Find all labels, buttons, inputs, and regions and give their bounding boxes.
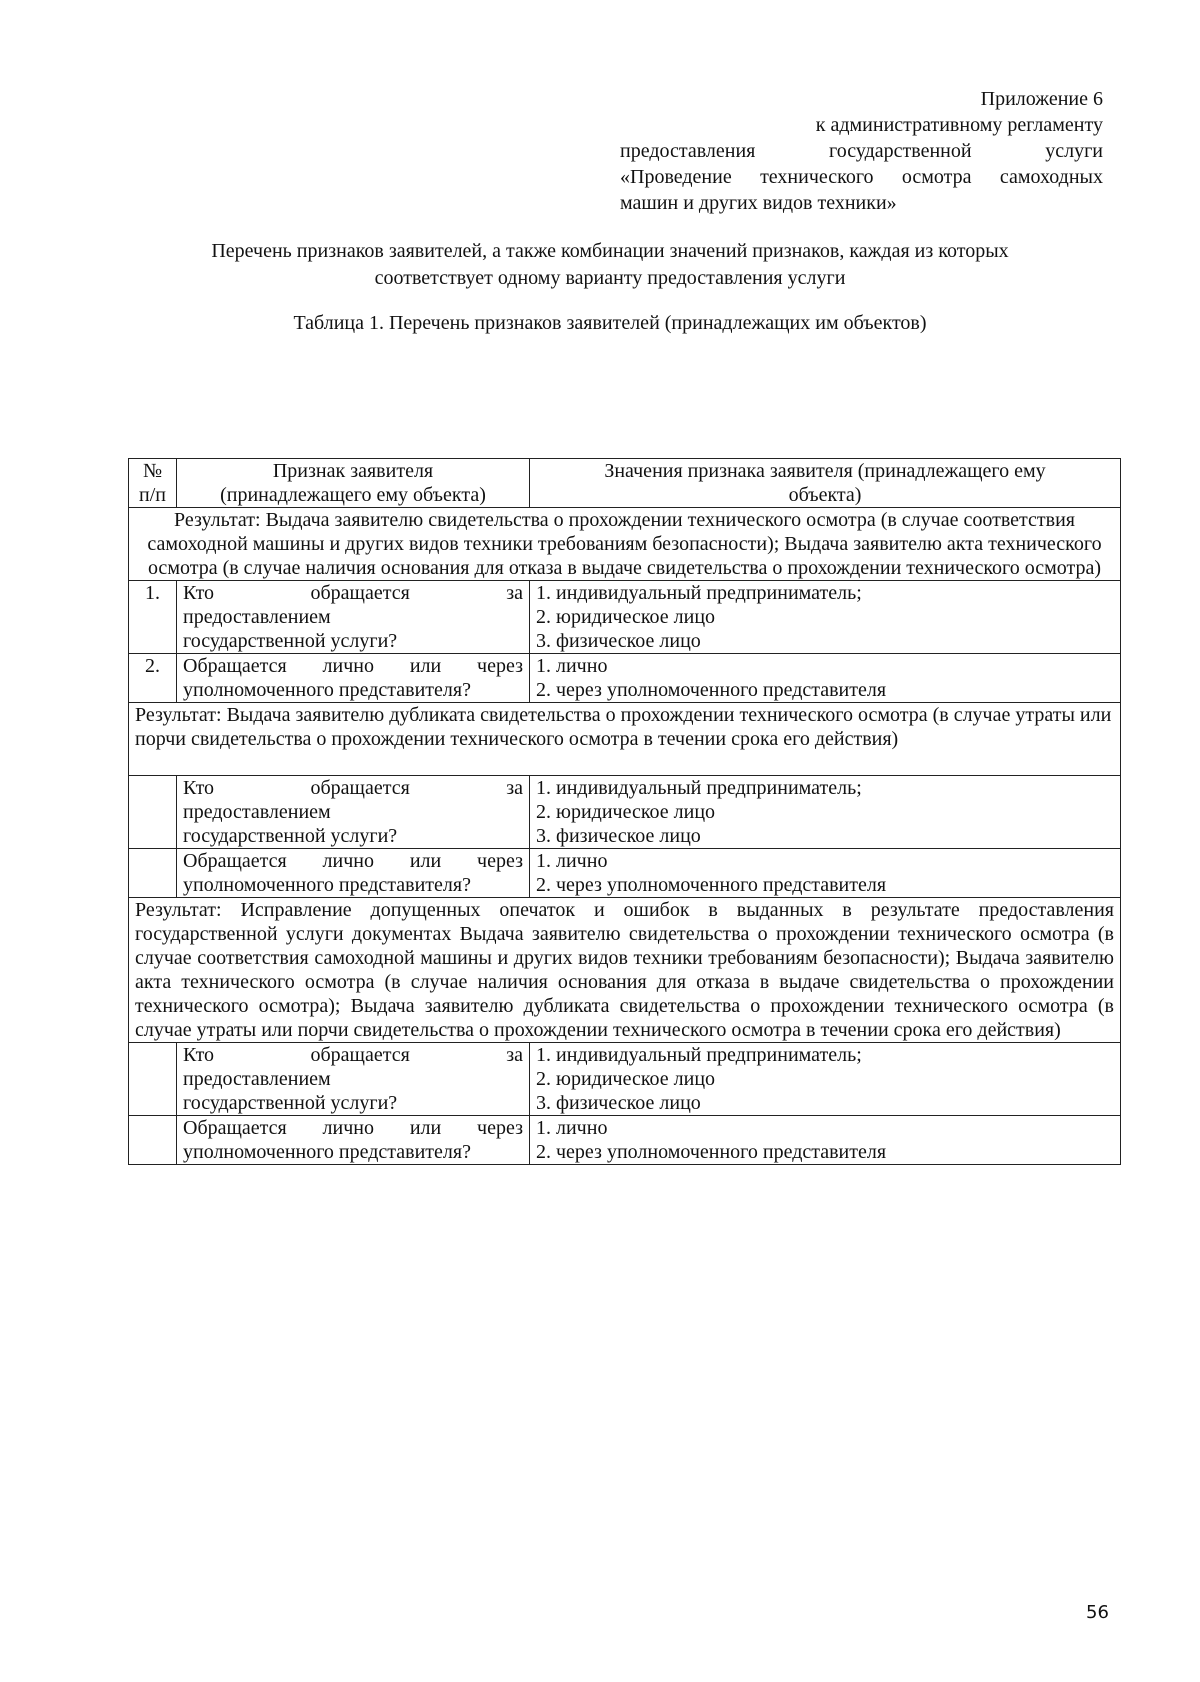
table-row xyxy=(129,776,1121,849)
result-row xyxy=(129,703,1121,776)
document-heading xyxy=(110,238,1110,292)
row-number: 2. xyxy=(129,654,177,703)
table-row xyxy=(129,654,1121,703)
header-values: Значения признака заявителя (принадлежащего ему объекта) xyxy=(530,459,1121,508)
table-row xyxy=(129,581,1121,654)
row-number xyxy=(129,1043,177,1116)
attribute-question: Кто обращается за предоставлением государственной услуги? xyxy=(177,1043,530,1116)
attribute-question: Кто обращается за предоставлением государственной услуги? xyxy=(177,581,530,654)
row-number: 1. xyxy=(129,581,177,654)
attribute-question: Обращается лично или через уполномоченного представителя? xyxy=(177,849,530,898)
table-header-row xyxy=(129,459,1121,508)
header-attribute: Признак заявителя (принадлежащего ему объекта) xyxy=(177,459,530,508)
result-row xyxy=(129,508,1121,581)
table-row xyxy=(129,1043,1121,1116)
table-title: Таблица 1. Перечень признаков заявителей (принадлежащих им объектов) xyxy=(293,312,927,334)
appendix-header xyxy=(620,86,1103,216)
appendix-line: «Проведение технического осмотра самоходных xyxy=(620,166,1103,188)
attribute-values: 1. индивидуальный предприниматель; 2. юридическое лицо 3. физическое лицо xyxy=(530,581,1121,654)
attribute-values: 1. индивидуальный предприниматель; 2. юридическое лицо 3. физическое лицо xyxy=(530,1043,1121,1116)
attribute-values: 1. лично 2. через уполномоченного представителя xyxy=(530,849,1121,898)
attribute-question: Кто обращается за предоставлением государственной услуги? xyxy=(177,776,530,849)
appendix-line: машин и других видов техники» xyxy=(620,192,897,214)
table-row xyxy=(129,1116,1121,1165)
table-row xyxy=(129,849,1121,898)
attribute-question: Обращается лично или через уполномоченного представителя? xyxy=(177,1116,530,1165)
result-text: Результат: Выдача заявителю свидетельства о прохождении технического осмотра (в случае соответствия самоходной машины и других видов техники требованиям безопасности); Выдача заявителю акта технического осмотра (в случае наличия основания для отказа в выдаче свидетельства о прохождении технического осмотра) xyxy=(129,508,1121,581)
appendix-number: Приложение 6 xyxy=(980,88,1103,110)
attributes-table xyxy=(128,458,1121,1165)
attribute-values: 1. лично 2. через уполномоченного представителя xyxy=(530,1116,1121,1165)
appendix-line: к административному регламенту xyxy=(815,114,1103,136)
row-number xyxy=(129,1116,177,1165)
page-number: 56 xyxy=(1086,1602,1109,1623)
heading-line: соответствует одному варианту предоставления услуги xyxy=(374,267,846,289)
header-num: № п/п xyxy=(129,459,177,508)
attribute-values: 1. лично 2. через уполномоченного представителя xyxy=(530,654,1121,703)
heading-line: Перечень признаков заявителей, а также комбинации значений признаков, каждая из которых xyxy=(211,240,1009,262)
result-text: Результат: Выдача заявителю дубликата свидетельства о прохождении технического осмотра (в случае утраты или порчи свидетельства о прохождении технического осмотра в течении срока его действия) xyxy=(129,703,1121,776)
row-number xyxy=(129,849,177,898)
result-row xyxy=(129,898,1121,1043)
appendix-line: предоставления государственной услуги xyxy=(620,140,1103,162)
blank-line xyxy=(135,751,1114,775)
result-text: Результат: Исправление допущенных опечаток и ошибок в выданных в результате предоставления государственной услуги документах Выдача заявителю свидетельства о прохождении технического осмотра (в случае соответствия самоходной машины и других видов техники требованиям безопасности); Выдача заявителю акта технического осмотра (в случае наличия основания для отказа в выдаче свидетельства о прохождении технического осмотра); Выдача заявителю дубликата свидетельства о прохождении технического осмотра (в случае утраты или порчи свидетельства о прохождении технического осмотра в течении срока его действия) xyxy=(129,898,1121,1043)
row-number xyxy=(129,776,177,849)
attribute-question: Обращается лично или через уполномоченного представителя? xyxy=(177,654,530,703)
attribute-values: 1. индивидуальный предприниматель; 2. юридическое лицо 3. физическое лицо xyxy=(530,776,1121,849)
